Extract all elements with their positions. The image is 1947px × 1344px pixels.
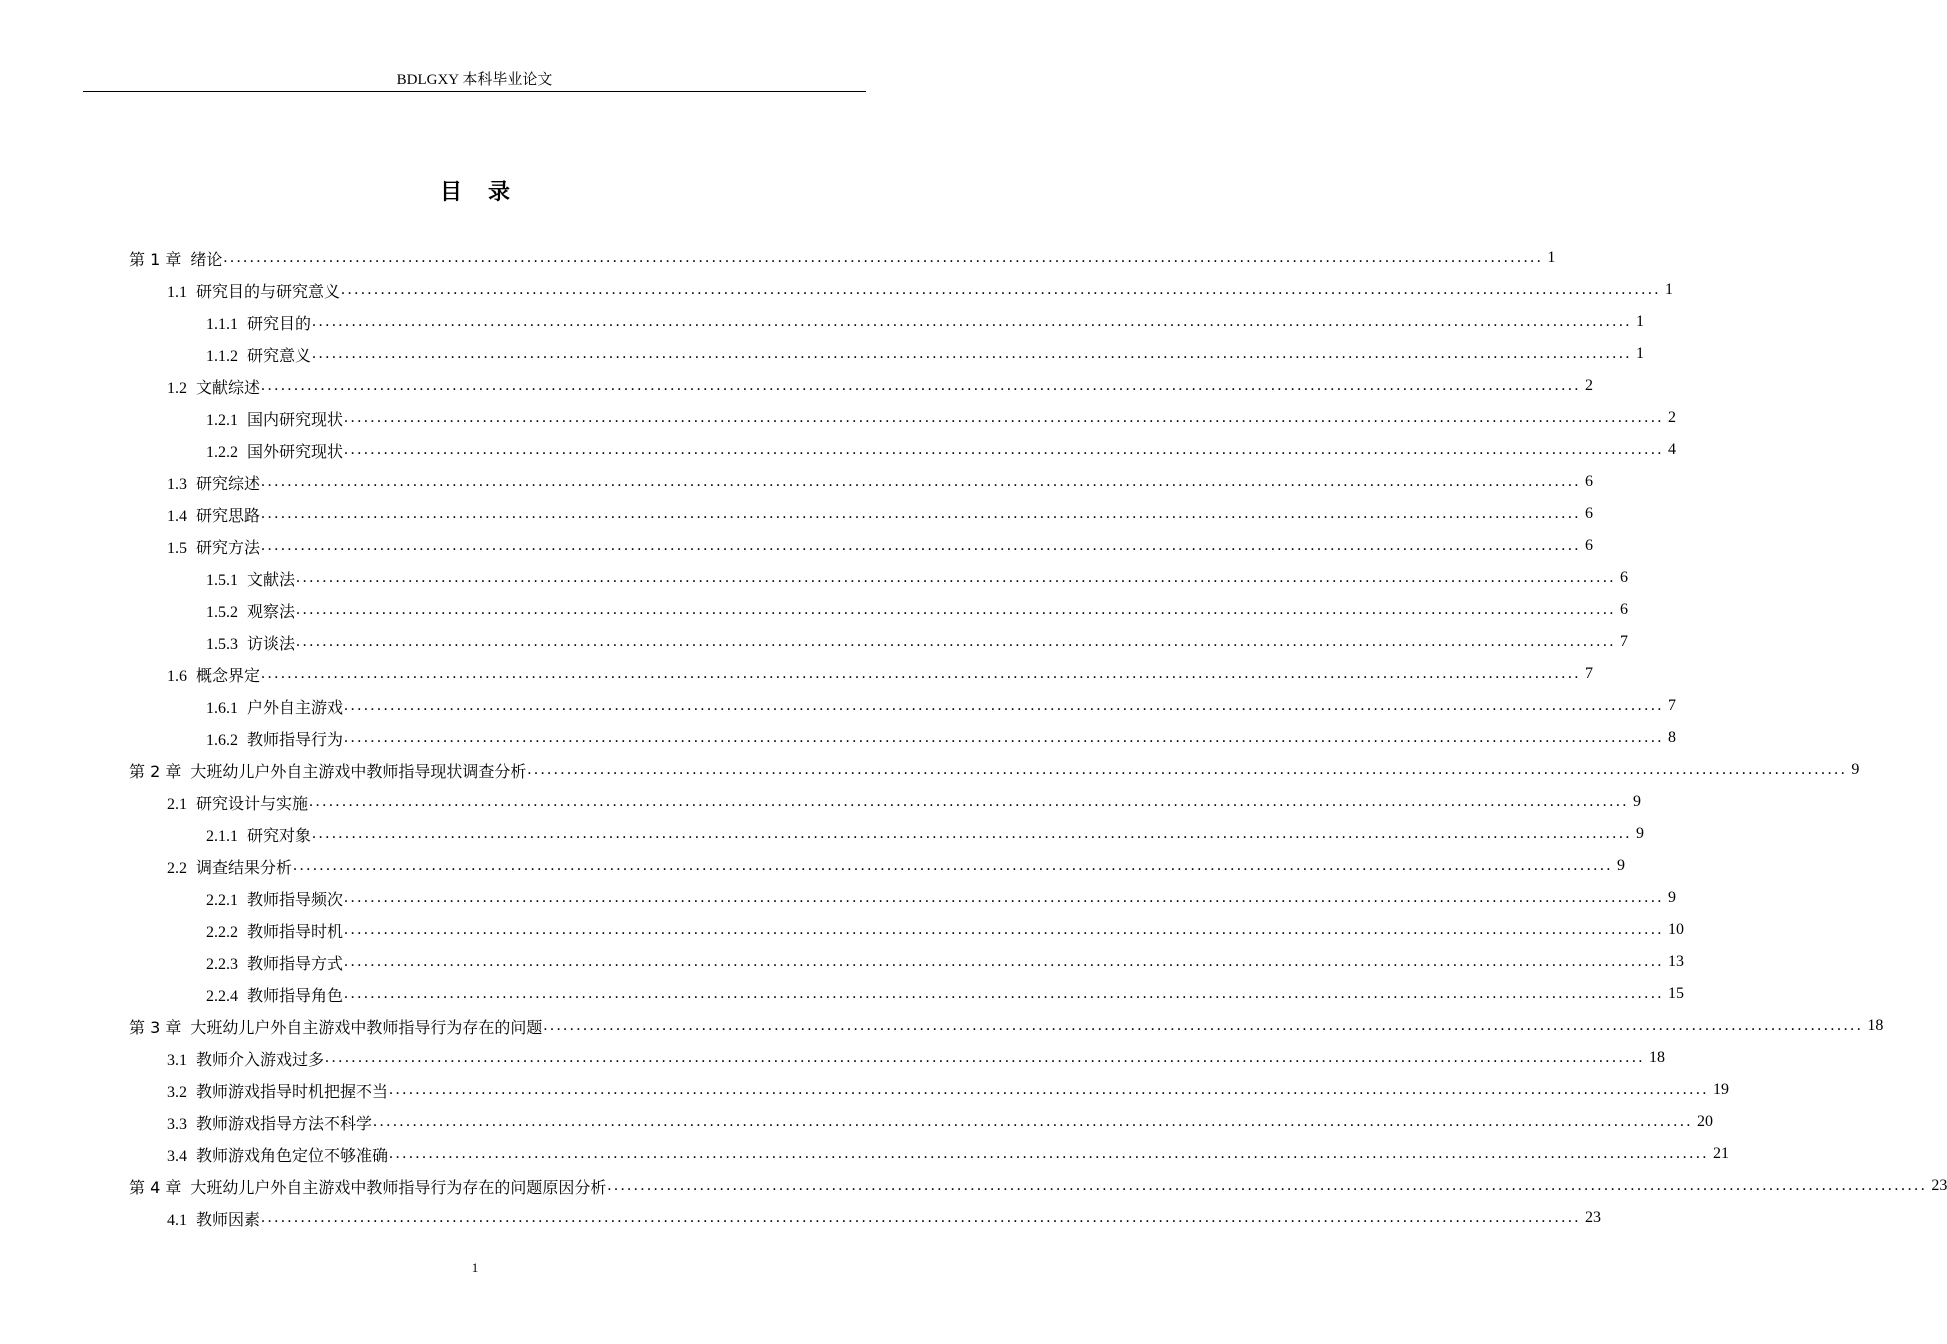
toc-entry[interactable] <box>0 818 1645 850</box>
toc-entry-page: 8 <box>1668 729 1677 746</box>
toc-entry-label <box>129 247 222 270</box>
toc-leader-dots: ........................................................................................................................................................................................................ <box>223 249 1544 266</box>
toc-entry-number: 1.5.1 <box>206 571 238 589</box>
toc-entry-label <box>167 471 260 494</box>
toc-leader-dots: ........................................................................................................................................................................................................ <box>373 1113 1694 1130</box>
toc-entry-label <box>167 503 260 526</box>
toc-entry-title: 研究综述 <box>196 475 261 493</box>
toc-entry-title: 访谈法 <box>247 635 296 653</box>
toc-entry-label <box>206 567 295 590</box>
toc-entry-number: 1.2.2 <box>206 443 238 461</box>
toc-leader-dots: ........................................................................................................................................................................................................ <box>543 1017 1864 1034</box>
toc-entry[interactable] <box>0 306 1645 338</box>
toc-entry-page: 7 <box>1620 633 1629 650</box>
toc-entry-page: 7 <box>1668 697 1677 714</box>
toc-entry[interactable] <box>0 1170 1947 1202</box>
toc-leader-dots: ........................................................................................................................................................................................................ <box>261 505 1582 522</box>
toc-entry[interactable] <box>0 594 1629 626</box>
toc-entry-number: 1.5 <box>167 539 187 557</box>
toc-entry[interactable] <box>0 658 1594 690</box>
toc-entry[interactable] <box>0 530 1594 562</box>
page-number: 1 <box>471 1260 479 1275</box>
toc-entry-page: 9 <box>1851 761 1860 778</box>
toc-leader-dots: ........................................................................................................................................................................................................ <box>261 377 1582 394</box>
toc-entry-number: 第 1 章 <box>129 249 182 269</box>
toc-entry-page: 1 <box>1636 345 1645 362</box>
toc-leader-dots: ........................................................................................................................................................................................................ <box>261 665 1582 682</box>
toc-entry-label <box>167 1207 260 1230</box>
toc-entry-page: 9 <box>1636 825 1645 842</box>
toc-entry-page: 6 <box>1585 537 1594 554</box>
toc-entry-label <box>206 983 343 1006</box>
toc-entry-number: 1.2 <box>167 379 187 397</box>
toc-entry-page: 9 <box>1633 793 1642 810</box>
toc-entry-title: 教师游戏指导方法不科学 <box>196 1115 373 1133</box>
toc-entry-label <box>206 727 343 750</box>
toc-entry-title: 文献法 <box>247 571 296 589</box>
toc-entry-page: 6 <box>1585 505 1594 522</box>
toc-entry-title: 国外研究现状 <box>247 443 344 461</box>
toc-entry-label <box>167 1111 372 1134</box>
toc-entry-title: 文献综述 <box>196 379 261 397</box>
toc-entry-page: 1 <box>1636 313 1645 330</box>
toc-leader-dots: ........................................................................................................................................................................................................ <box>296 633 1617 650</box>
toc-entry[interactable] <box>0 1074 1730 1106</box>
toc-entry-page: 9 <box>1617 857 1626 874</box>
toc-entry-number: 1.3 <box>167 475 187 493</box>
toc-entry-title: 教师指导角色 <box>247 987 344 1005</box>
toc-entry-page: 9 <box>1668 889 1677 906</box>
toc-leader-dots: ........................................................................................................................................................................................................ <box>344 889 1665 906</box>
toc-entry-number: 1.1.2 <box>206 347 238 365</box>
toc-entry-page: 20 <box>1697 1113 1714 1130</box>
toc-entry-number: 3.1 <box>167 1051 187 1069</box>
toc-entry-number: 2.2.4 <box>206 987 238 1005</box>
toc-entry-title: 教师指导方式 <box>247 955 344 973</box>
toc-entry-number: 1.6 <box>167 667 187 685</box>
toc-entry-number: 1.1 <box>167 283 187 301</box>
toc-entry[interactable] <box>0 754 1860 786</box>
toc-entry-page: 6 <box>1585 473 1594 490</box>
toc-leader-dots: ........................................................................................................................................................................................................ <box>341 281 1662 298</box>
toc-entry-number: 2.1 <box>167 795 187 813</box>
toc-entry[interactable] <box>0 338 1645 370</box>
toc-entry[interactable] <box>0 434 1677 466</box>
toc-entry-title: 教师指导行为 <box>247 731 344 749</box>
toc-leader-dots: ........................................................................................................................................................................................................ <box>389 1081 1710 1098</box>
toc-entry-title: 教师介入游戏过多 <box>196 1051 325 1069</box>
toc-entry-page: 4 <box>1668 441 1677 458</box>
toc-entry-title: 教师游戏指导时机把握不当 <box>196 1083 389 1101</box>
toc-entry-label <box>206 343 311 366</box>
toc-leader-dots: ........................................................................................................................................................................................................ <box>344 697 1665 714</box>
toc-entry-title: 概念界定 <box>196 667 261 685</box>
toc-entry-number: 2.1.1 <box>206 827 238 845</box>
toc-leader-dots: ........................................................................................................................................................................................................ <box>344 921 1665 938</box>
toc-leader-dots: ........................................................................................................................................................................................................ <box>312 313 1633 330</box>
toc-entry-page: 2 <box>1668 409 1677 426</box>
toc-entry-title: 大班幼儿户外自主游戏中教师指导现状调查分析 <box>190 761 527 781</box>
toc-entry-title: 户外自主游戏 <box>247 699 344 717</box>
toc-entry-title: 教师因素 <box>196 1211 261 1229</box>
toc-entry-page: 18 <box>1649 1049 1666 1066</box>
toc-entry-title: 国内研究现状 <box>247 411 344 429</box>
toc-entry-label <box>167 791 308 814</box>
toc-leader-dots: ........................................................................................................................................................................................................ <box>312 345 1633 362</box>
toc-entry-number: 2.2 <box>167 859 187 877</box>
toc-leader-dots: ........................................................................................................................................................................................................ <box>344 985 1665 1002</box>
toc-entry-label <box>206 887 343 910</box>
toc-entry[interactable] <box>0 402 1677 434</box>
toc-entry-label <box>167 855 292 878</box>
toc-entry-title: 研究方法 <box>196 539 261 557</box>
toc-leader-dots: ........................................................................................................................................................................................................ <box>389 1145 1710 1162</box>
toc-entry-page: 19 <box>1713 1081 1730 1098</box>
toc-entry-page: 2 <box>1585 377 1594 394</box>
toc-entry-number: 2.2.1 <box>206 891 238 909</box>
toc-entry-label <box>167 663 260 686</box>
toc-entry[interactable] <box>0 722 1677 754</box>
toc-entry-label <box>167 279 340 302</box>
toc-entry-page: 13 <box>1668 953 1685 970</box>
toc-entry-label <box>206 951 343 974</box>
toc-entry-page: 21 <box>1713 1145 1730 1162</box>
toc-title-part1: 目 <box>439 180 462 205</box>
toc-entry[interactable] <box>0 786 1642 818</box>
toc-leader-dots: ........................................................................................................................................................................................................ <box>344 409 1665 426</box>
toc-leader-dots: ........................................................................................................................................................................................................ <box>261 1209 1582 1226</box>
toc-entry-label <box>206 599 295 622</box>
toc-entry-number: 1.4 <box>167 507 187 525</box>
toc-entry-number: 1.5.2 <box>206 603 238 621</box>
toc-leader-dots: ........................................................................................................................................................................................................ <box>309 793 1630 810</box>
toc-leader-dots: ........................................................................................................................................................................................................ <box>261 473 1582 490</box>
toc-entry-page: 1 <box>1665 281 1674 298</box>
toc-title-part2: 录 <box>488 180 511 205</box>
toc-leader-dots: ........................................................................................................................................................................................................ <box>296 601 1617 618</box>
toc-leader-dots: ........................................................................................................................................................................................................ <box>344 953 1665 970</box>
table-of-contents <box>0 242 1947 1234</box>
toc-entry-title: 观察法 <box>247 603 296 621</box>
toc-entry[interactable] <box>0 562 1629 594</box>
toc-entry[interactable] <box>0 242 1556 274</box>
toc-entry-label <box>129 1175 606 1198</box>
toc-entry-title: 研究思路 <box>196 507 261 525</box>
toc-entry[interactable] <box>0 498 1594 530</box>
header-rule <box>83 91 866 92</box>
toc-entry-page: 7 <box>1585 665 1594 682</box>
toc-leader-dots: ........................................................................................................................................................................................................ <box>261 537 1582 554</box>
toc-entry-label <box>206 695 343 718</box>
toc-entry-number: 1.6.1 <box>206 699 238 717</box>
toc-entry-title: 研究目的与研究意义 <box>196 283 341 301</box>
toc-entry-page: 23 <box>1931 1177 1947 1194</box>
toc-leader-dots: ........................................................................................................................................................................................................ <box>293 857 1614 874</box>
toc-entry-label <box>167 1079 388 1102</box>
toc-entry[interactable] <box>0 882 1677 914</box>
toc-entry[interactable] <box>0 1042 1666 1074</box>
toc-entry-label <box>129 1015 542 1038</box>
toc-entry-number: 3.4 <box>167 1147 187 1165</box>
toc-entry-number: 第 2 章 <box>129 761 182 781</box>
toc-entry[interactable] <box>0 1138 1730 1170</box>
toc-entry-label <box>167 1143 388 1166</box>
toc-entry-title: 调查结果分析 <box>196 859 293 877</box>
toc-entry-number: 1.5.3 <box>206 635 238 653</box>
toc-entry-number: 1.1.1 <box>206 315 238 333</box>
toc-entry-title: 教师指导时机 <box>247 923 344 941</box>
toc-entry-page: 18 <box>1867 1017 1884 1034</box>
toc-entry[interactable] <box>0 274 1674 306</box>
toc-title <box>0 178 950 208</box>
toc-entry[interactable] <box>0 946 1685 978</box>
toc-entry-title: 研究设计与实施 <box>196 795 309 813</box>
toc-entry-page: 10 <box>1668 921 1685 938</box>
toc-entry-label <box>206 823 311 846</box>
toc-entry-number: 1.2.1 <box>206 411 238 429</box>
toc-entry-title: 研究目的 <box>247 315 312 333</box>
toc-entry-title: 绪论 <box>190 249 223 269</box>
toc-entry-number: 第 4 章 <box>129 1177 182 1197</box>
toc-entry[interactable] <box>0 370 1594 402</box>
toc-entry-label <box>167 535 260 558</box>
toc-entry-number: 3.3 <box>167 1115 187 1133</box>
toc-leader-dots: ........................................................................................................................................................................................................ <box>296 569 1617 586</box>
toc-entry-label <box>167 375 260 398</box>
toc-entry-page: 1 <box>1547 249 1556 266</box>
toc-leader-dots: ........................................................................................................................................................................................................ <box>325 1049 1646 1066</box>
toc-entry-number: 2.2.3 <box>206 955 238 973</box>
toc-entry-number: 4.1 <box>167 1211 187 1229</box>
toc-leader-dots: ........................................................................................................................................................................................................ <box>607 1177 1928 1194</box>
toc-entry-label <box>206 919 343 942</box>
running-header: BDLGXY 本科毕业论文 <box>396 72 553 88</box>
toc-entry-page: 6 <box>1620 569 1629 586</box>
toc-entry-page: 23 <box>1585 1209 1602 1226</box>
toc-entry[interactable] <box>0 850 1626 882</box>
toc-entry[interactable] <box>0 690 1677 722</box>
toc-entry-title: 教师游戏角色定位不够准确 <box>196 1147 389 1165</box>
toc-entry-label <box>129 759 526 782</box>
toc-entry-label <box>206 439 343 462</box>
toc-entry-page: 6 <box>1620 601 1629 618</box>
toc-leader-dots: ........................................................................................................................................................................................................ <box>344 441 1665 458</box>
toc-entry[interactable] <box>0 626 1629 658</box>
toc-leader-dots: ........................................................................................................................................................................................................ <box>312 825 1633 842</box>
toc-entry-title: 大班幼儿户外自主游戏中教师指导行为存在的问题原因分析 <box>190 1177 607 1197</box>
toc-entry-number: 3.2 <box>167 1083 187 1101</box>
toc-entry[interactable] <box>0 914 1685 946</box>
toc-entry-label <box>167 1047 324 1070</box>
toc-entry[interactable] <box>0 1106 1714 1138</box>
toc-entry-number: 1.6.2 <box>206 731 238 749</box>
toc-entry-number: 第 3 章 <box>129 1017 182 1037</box>
toc-entry[interactable] <box>0 1010 1884 1042</box>
toc-entry-label <box>206 631 295 654</box>
toc-entry-title: 大班幼儿户外自主游戏中教师指导行为存在的问题 <box>190 1017 543 1037</box>
toc-entry-label <box>206 407 343 430</box>
toc-entry-title: 教师指导频次 <box>247 891 344 909</box>
toc-entry-number: 2.2.2 <box>206 923 238 941</box>
toc-entry-title: 研究对象 <box>247 827 312 845</box>
toc-entry-title: 研究意义 <box>247 347 312 365</box>
toc-entry[interactable] <box>0 1202 1602 1234</box>
toc-entry[interactable] <box>0 978 1685 1010</box>
toc-leader-dots: ........................................................................................................................................................................................................ <box>527 761 1848 778</box>
toc-entry[interactable] <box>0 466 1594 498</box>
toc-leader-dots: ........................................................................................................................................................................................................ <box>344 729 1665 746</box>
toc-entry-page: 15 <box>1668 985 1685 1002</box>
toc-entry-label <box>206 311 311 334</box>
